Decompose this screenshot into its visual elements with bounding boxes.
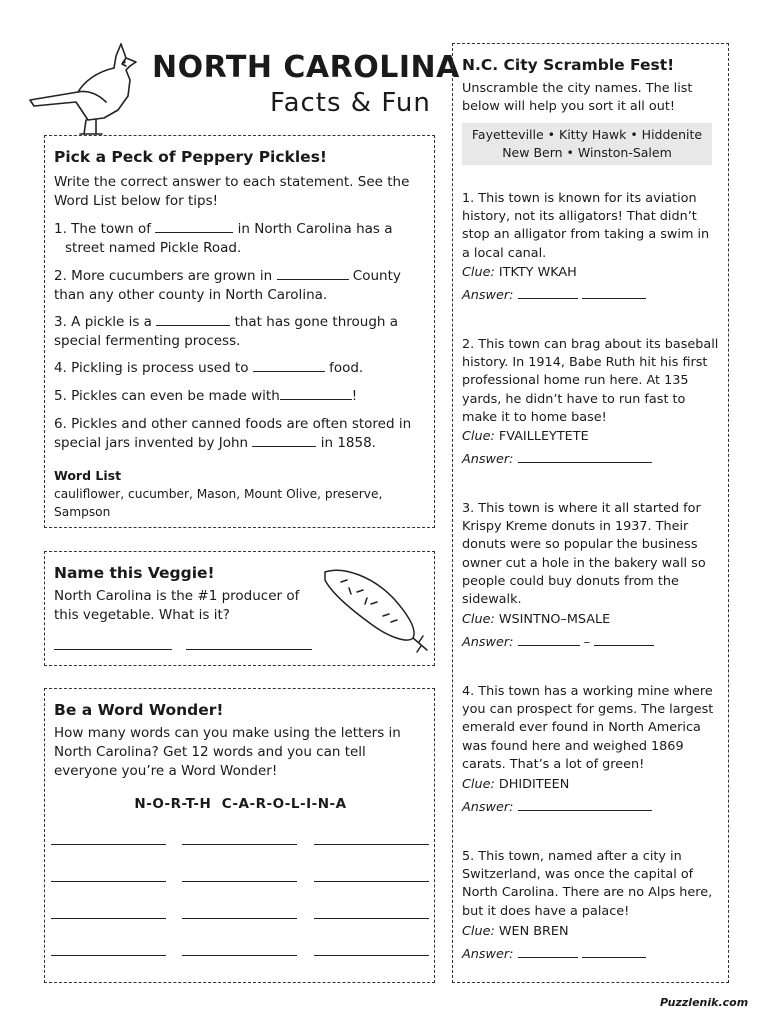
scramble-question-5: 5. This town, named after a city in Switzerland, was once the capital of North Carolina. There are no Alps here, but it does have a palace!	[462, 849, 713, 919]
pickle-question-6: 6. Pickles and other canned foods are often stored in special jars invented by John in 1858.	[54, 416, 412, 451]
answer-5-blank-a[interactable]	[518, 945, 578, 958]
word-blank-2[interactable]	[182, 844, 297, 845]
page-title: NORTH CAROLINA	[152, 50, 460, 85]
pickle-question-5: 5. Pickles can even be made with !	[54, 388, 358, 404]
word-blank-4[interactable]	[51, 881, 166, 882]
cardinal-illustration	[26, 40, 156, 140]
word-blank-3[interactable]	[314, 844, 429, 845]
veggie-question: North Carolina is the #1 producer of this vegetable. What is it?	[54, 588, 300, 623]
scramble-clue-1: Clue: ITKTY WKAH	[462, 265, 577, 280]
answer-4-blank[interactable]	[518, 798, 652, 811]
veggie-heading: Name this Veggie!	[54, 564, 215, 582]
veggie-answer-blank-2[interactable]	[186, 649, 312, 650]
scramble-clue-2: Clue: FVAILLEYTETE	[462, 429, 589, 444]
city-scramble-section	[452, 43, 729, 983]
word-blank-11[interactable]	[182, 955, 297, 956]
pickle-question-4: 4. Pickling is process used to food.	[54, 360, 364, 376]
answer-1-blank-a[interactable]	[518, 286, 578, 299]
word-blank-10[interactable]	[51, 955, 166, 956]
scramble-question-4: 4. This town has a working mine where you can prospect for gems. The largest emerald ever found in North America was found here and weighed 1869 carats. That’s a lot of green!	[462, 684, 714, 772]
scramble-intro: Unscramble the city names. The list below will help you sort it all out!	[462, 81, 693, 115]
scramble-answer-2: Answer:	[462, 450, 652, 469]
veggie-answer-blank-1[interactable]	[54, 649, 172, 650]
word-blank-5[interactable]	[182, 881, 297, 882]
word-wonder-letters: N-O-R-T-H C-A-R-O-L-I-N-A	[134, 796, 347, 812]
pickles-section	[44, 135, 435, 528]
answer-1-blank-b[interactable]	[582, 286, 646, 299]
sweet-potato-illustration	[321, 566, 431, 654]
word-blank-7[interactable]	[51, 918, 166, 919]
scramble-heading: N.C. City Scramble Fest!	[462, 56, 675, 74]
word-blank-6[interactable]	[314, 881, 429, 882]
city-list-line-1: Fayetteville • Kitty Hawk • Hiddenite	[471, 127, 703, 142]
scramble-answer-5: Answer:	[462, 945, 646, 964]
scramble-question-3: 3. This town is where it all started for Krispy Kreme donuts in 1937. Their donuts were so popular the business owner cut a hole in the bakery wall so people could buy donuts from the sidewalk.	[462, 501, 706, 608]
word-blank-12[interactable]	[314, 955, 429, 956]
scramble-clue-4: Clue: DHIDITEEN	[462, 777, 570, 792]
word-wonder-section	[44, 688, 435, 983]
scramble-clue-3: Clue: WSINTNO–MSALE	[462, 612, 611, 627]
city-list-line-2: New Bern • Winston-Salem	[502, 145, 672, 160]
pickles-heading: Pick a Peck of Peppery Pickles!	[54, 148, 327, 166]
veggie-section	[44, 551, 435, 666]
scramble-answer-3: Answer: –	[462, 633, 654, 652]
page-subtitle: Facts & Fun	[270, 88, 431, 118]
scramble-clue-5: Clue: WEN BREN	[462, 924, 569, 939]
word-wonder-heading: Be a Word Wonder!	[54, 701, 224, 719]
scramble-answer-4: Answer:	[462, 798, 652, 817]
pickle-question-1: 1. The town of in North Carolina has a street named Pickle Road.	[54, 221, 393, 256]
footer-brand: Puzzlenik.com	[660, 996, 749, 1009]
answer-5-blank-b[interactable]	[582, 945, 646, 958]
pickle-question-3: 3. A pickle is a that has gone through a special fermenting process.	[54, 314, 399, 349]
word-wonder-instructions: How many words can you make using the letters in North Carolina? Get 12 words and you can tell everyone you’re a Word Wonder!	[54, 725, 401, 779]
city-word-list	[462, 123, 712, 165]
scramble-question-1: 1. This town is known for its aviation history, not its alligators! That didn’t stop an alligator from taking a swim in a local canal.	[462, 191, 710, 261]
pickles-intro: Write the correct answer to each statement. See the Word List below for tips!	[54, 174, 410, 209]
answer-3-blank-b[interactable]	[594, 633, 654, 646]
answer-2-blank[interactable]	[518, 450, 652, 463]
word-blank-9[interactable]	[314, 918, 429, 919]
word-list: cauliflower, cucumber, Mason, Mount Olive, preserve, Sampson	[54, 487, 383, 519]
scramble-question-2: 2. This town can brag about its baseball history. In 1914, Babe Ruth hit his first professional home run here. At 135 yards, he didn’t have to run fast to make it to home base!	[462, 337, 719, 425]
word-blank-1[interactable]	[51, 844, 166, 845]
pickle-question-2: 2. More cucumbers are grown in County than any other county in North Carolina.	[54, 268, 401, 303]
answer-3-blank-a[interactable]	[518, 633, 580, 646]
scramble-answer-1: Answer:	[462, 286, 646, 305]
word-blank-8[interactable]	[182, 918, 297, 919]
word-list-title: Word List	[54, 468, 122, 483]
